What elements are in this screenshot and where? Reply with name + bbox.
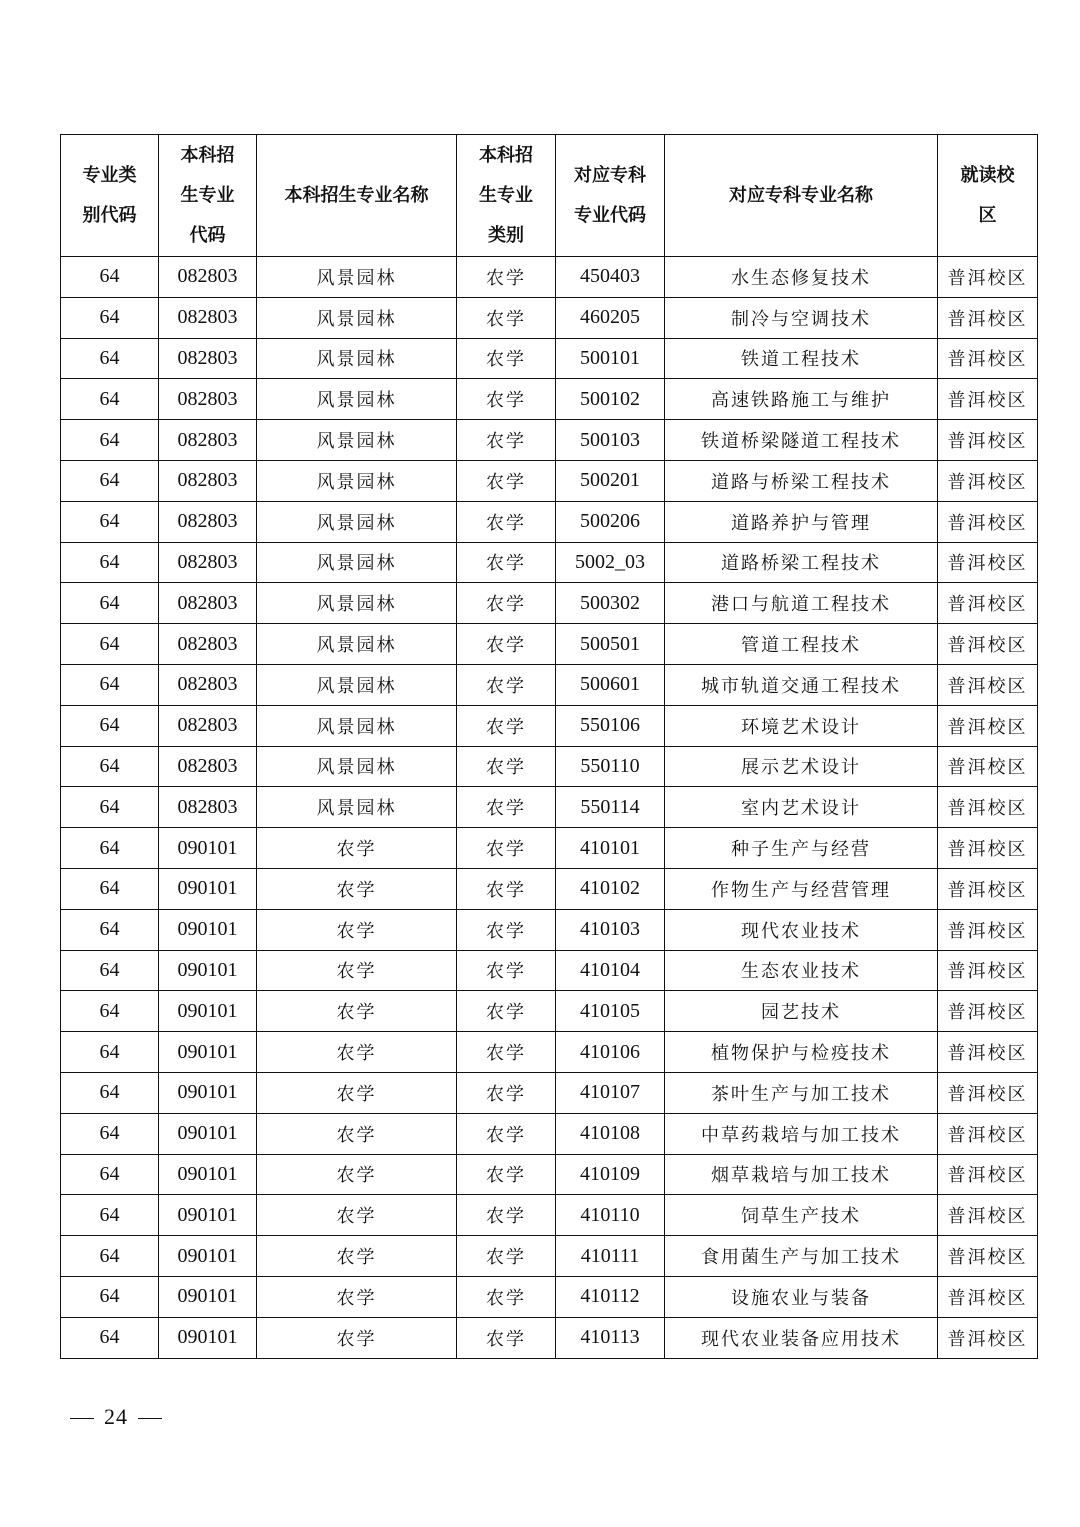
- cell-undergrad-code: 090101: [159, 828, 257, 869]
- cell-undergrad-type: 农学: [457, 542, 556, 583]
- table-row: [61, 460, 1038, 501]
- table-row: [61, 1195, 1038, 1236]
- cell-undergrad-name: 农学: [257, 1236, 457, 1277]
- cell-undergrad-name: 风景园林: [257, 297, 457, 338]
- table-row: [61, 257, 1038, 298]
- cell-undergrad-code: 090101: [159, 991, 257, 1032]
- cell-undergrad-type: 农学: [457, 746, 556, 787]
- cell-junior-name: 现代农业技术: [665, 909, 938, 950]
- cell-undergrad-code: 082803: [159, 501, 257, 542]
- cell-junior-code: 500102: [556, 379, 665, 420]
- cell-junior-name: 中草药栽培与加工技术: [665, 1113, 938, 1154]
- cell-undergrad-code: 082803: [159, 746, 257, 787]
- cell-undergrad-name: 风景园林: [257, 664, 457, 705]
- table-row: [61, 991, 1038, 1032]
- cell-campus: 普洱校区: [938, 664, 1038, 705]
- page-number-dash-right: [138, 1418, 162, 1419]
- cell-category-code: 64: [61, 583, 159, 624]
- cell-undergrad-code: 082803: [159, 460, 257, 501]
- cell-undergrad-type: 农学: [457, 828, 556, 869]
- table-body: [61, 257, 1038, 1359]
- cell-junior-name: 城市轨道交通工程技术: [665, 664, 938, 705]
- table-row: [61, 583, 1038, 624]
- cell-undergrad-code: 082803: [159, 542, 257, 583]
- cell-junior-code: 410110: [556, 1195, 665, 1236]
- cell-campus: 普洱校区: [938, 1154, 1038, 1195]
- cell-undergrad-name: 风景园林: [257, 583, 457, 624]
- table-row: [61, 1276, 1038, 1317]
- cell-campus: 普洱校区: [938, 338, 1038, 379]
- cell-campus: 普洱校区: [938, 1317, 1038, 1358]
- cell-undergrad-type: 农学: [457, 664, 556, 705]
- cell-junior-name: 茶叶生产与加工技术: [665, 1072, 938, 1113]
- cell-junior-code: 410107: [556, 1072, 665, 1113]
- majors-table-container: [60, 134, 1037, 1359]
- cell-undergrad-name: 风景园林: [257, 460, 457, 501]
- cell-undergrad-name: 风景园林: [257, 787, 457, 828]
- cell-junior-code: 550106: [556, 705, 665, 746]
- cell-junior-name: 植物保护与检疫技术: [665, 1032, 938, 1073]
- cell-junior-name: 水生态修复技术: [665, 257, 938, 298]
- cell-undergrad-type: 农学: [457, 1276, 556, 1317]
- cell-junior-code: 550110: [556, 746, 665, 787]
- cell-undergrad-type: 农学: [457, 460, 556, 501]
- cell-campus: 普洱校区: [938, 1113, 1038, 1154]
- cell-category-code: 64: [61, 1072, 159, 1113]
- cell-undergrad-name: 农学: [257, 828, 457, 869]
- cell-undergrad-type: 农学: [457, 868, 556, 909]
- header-undergrad-name: 本科招生专业名称: [257, 135, 457, 257]
- cell-junior-code: 500501: [556, 624, 665, 665]
- cell-category-code: 64: [61, 297, 159, 338]
- cell-undergrad-type: 农学: [457, 420, 556, 461]
- cell-junior-name: 铁道工程技术: [665, 338, 938, 379]
- cell-campus: 普洱校区: [938, 1276, 1038, 1317]
- table-row: [61, 787, 1038, 828]
- cell-category-code: 64: [61, 379, 159, 420]
- cell-campus: 普洱校区: [938, 420, 1038, 461]
- cell-category-code: 64: [61, 1317, 159, 1358]
- table-row: [61, 1032, 1038, 1073]
- cell-undergrad-name: 农学: [257, 868, 457, 909]
- cell-undergrad-code: 082803: [159, 705, 257, 746]
- cell-campus: 普洱校区: [938, 705, 1038, 746]
- cell-undergrad-code: 090101: [159, 1236, 257, 1277]
- cell-undergrad-code: 090101: [159, 1195, 257, 1236]
- cell-undergrad-type: 农学: [457, 991, 556, 1032]
- cell-junior-code: 410108: [556, 1113, 665, 1154]
- cell-category-code: 64: [61, 338, 159, 379]
- cell-undergrad-code: 090101: [159, 1276, 257, 1317]
- cell-undergrad-code: 082803: [159, 338, 257, 379]
- header-junior-name: 对应专科专业名称: [665, 135, 938, 257]
- cell-undergrad-code: 090101: [159, 868, 257, 909]
- cell-junior-name: 道路桥梁工程技术: [665, 542, 938, 583]
- cell-junior-name: 道路与桥梁工程技术: [665, 460, 938, 501]
- cell-campus: 普洱校区: [938, 1236, 1038, 1277]
- table-row: [61, 542, 1038, 583]
- cell-category-code: 64: [61, 950, 159, 991]
- cell-category-code: 64: [61, 624, 159, 665]
- cell-junior-code: 450403: [556, 257, 665, 298]
- cell-campus: 普洱校区: [938, 1072, 1038, 1113]
- header-campus: 就读校 区: [938, 135, 1038, 257]
- cell-category-code: 64: [61, 664, 159, 705]
- table-row: [61, 420, 1038, 461]
- cell-junior-name: 现代农业装备应用技术: [665, 1317, 938, 1358]
- majors-table: [60, 134, 1038, 1359]
- cell-category-code: 64: [61, 257, 159, 298]
- page-number-dash-left: [70, 1418, 94, 1419]
- header-undergrad-code: 本科招 生专业 代码: [159, 135, 257, 257]
- table-row: [61, 705, 1038, 746]
- cell-junior-code: 5002_03: [556, 542, 665, 583]
- cell-undergrad-code: 082803: [159, 257, 257, 298]
- cell-undergrad-name: 风景园林: [257, 746, 457, 787]
- cell-undergrad-type: 农学: [457, 379, 556, 420]
- cell-junior-code: 410113: [556, 1317, 665, 1358]
- cell-undergrad-name: 风景园林: [257, 379, 457, 420]
- cell-undergrad-name: 农学: [257, 1276, 457, 1317]
- cell-junior-name: 食用菌生产与加工技术: [665, 1236, 938, 1277]
- cell-junior-code: 500206: [556, 501, 665, 542]
- cell-junior-name: 烟草栽培与加工技术: [665, 1154, 938, 1195]
- cell-undergrad-name: 农学: [257, 991, 457, 1032]
- cell-campus: 普洱校区: [938, 1032, 1038, 1073]
- cell-category-code: 64: [61, 868, 159, 909]
- cell-junior-name: 铁道桥梁隧道工程技术: [665, 420, 938, 461]
- table-row: [61, 950, 1038, 991]
- cell-junior-name: 生态农业技术: [665, 950, 938, 991]
- cell-junior-code: 410103: [556, 909, 665, 950]
- cell-campus: 普洱校区: [938, 501, 1038, 542]
- cell-junior-name: 室内艺术设计: [665, 787, 938, 828]
- cell-undergrad-name: 农学: [257, 1154, 457, 1195]
- cell-campus: 普洱校区: [938, 1195, 1038, 1236]
- cell-junior-code: 500201: [556, 460, 665, 501]
- cell-undergrad-code: 082803: [159, 420, 257, 461]
- header-junior-code: 对应专科 专业代码: [556, 135, 665, 257]
- cell-undergrad-type: 农学: [457, 1072, 556, 1113]
- cell-junior-name: 环境艺术设计: [665, 705, 938, 746]
- table-row: [61, 1236, 1038, 1277]
- cell-junior-name: 作物生产与经营管理: [665, 868, 938, 909]
- cell-undergrad-code: 090101: [159, 1317, 257, 1358]
- cell-undergrad-code: 090101: [159, 1113, 257, 1154]
- cell-category-code: 64: [61, 460, 159, 501]
- table-row: [61, 746, 1038, 787]
- cell-undergrad-type: 农学: [457, 1195, 556, 1236]
- cell-undergrad-code: 082803: [159, 624, 257, 665]
- cell-category-code: 64: [61, 705, 159, 746]
- cell-undergrad-type: 农学: [457, 1236, 556, 1277]
- cell-campus: 普洱校区: [938, 909, 1038, 950]
- cell-junior-code: 500101: [556, 338, 665, 379]
- cell-undergrad-type: 农学: [457, 950, 556, 991]
- cell-campus: 普洱校区: [938, 624, 1038, 665]
- page-number: [60, 1404, 172, 1430]
- cell-undergrad-type: 农学: [457, 787, 556, 828]
- cell-campus: 普洱校区: [938, 828, 1038, 869]
- cell-undergrad-type: 农学: [457, 501, 556, 542]
- cell-undergrad-name: 风景园林: [257, 420, 457, 461]
- cell-junior-code: 500103: [556, 420, 665, 461]
- cell-junior-name: 种子生产与经营: [665, 828, 938, 869]
- cell-undergrad-name: 农学: [257, 1032, 457, 1073]
- table-row: [61, 1072, 1038, 1113]
- cell-campus: 普洱校区: [938, 868, 1038, 909]
- table-row: [61, 828, 1038, 869]
- table-row: [61, 909, 1038, 950]
- cell-category-code: 64: [61, 1236, 159, 1277]
- cell-junior-code: 410109: [556, 1154, 665, 1195]
- cell-undergrad-name: 风景园林: [257, 338, 457, 379]
- cell-undergrad-name: 农学: [257, 950, 457, 991]
- cell-undergrad-code: 090101: [159, 1072, 257, 1113]
- cell-undergrad-code: 082803: [159, 297, 257, 338]
- cell-junior-name: 道路养护与管理: [665, 501, 938, 542]
- cell-junior-name: 港口与航道工程技术: [665, 583, 938, 624]
- header-undergrad-type: 本科招 生专业 类别: [457, 135, 556, 257]
- cell-category-code: 64: [61, 501, 159, 542]
- table-row: [61, 1317, 1038, 1358]
- cell-category-code: 64: [61, 746, 159, 787]
- cell-undergrad-name: 风景园林: [257, 624, 457, 665]
- cell-undergrad-name: 风景园林: [257, 501, 457, 542]
- cell-campus: 普洱校区: [938, 257, 1038, 298]
- cell-category-code: 64: [61, 787, 159, 828]
- cell-category-code: 64: [61, 828, 159, 869]
- cell-campus: 普洱校区: [938, 787, 1038, 828]
- cell-undergrad-code: 082803: [159, 787, 257, 828]
- cell-undergrad-name: 农学: [257, 1113, 457, 1154]
- cell-junior-code: 410101: [556, 828, 665, 869]
- cell-junior-code: 550114: [556, 787, 665, 828]
- cell-undergrad-type: 农学: [457, 1113, 556, 1154]
- cell-undergrad-name: 农学: [257, 1317, 457, 1358]
- cell-junior-code: 500302: [556, 583, 665, 624]
- cell-undergrad-name: 风景园林: [257, 257, 457, 298]
- cell-undergrad-type: 农学: [457, 583, 556, 624]
- cell-junior-code: 410111: [556, 1236, 665, 1277]
- cell-junior-name: 制冷与空调技术: [665, 297, 938, 338]
- cell-undergrad-type: 农学: [457, 338, 556, 379]
- cell-campus: 普洱校区: [938, 583, 1038, 624]
- table-row: [61, 338, 1038, 379]
- cell-undergrad-code: 090101: [159, 950, 257, 991]
- table-row: [61, 379, 1038, 420]
- cell-campus: 普洱校区: [938, 297, 1038, 338]
- table-row: [61, 297, 1038, 338]
- cell-undergrad-code: 090101: [159, 1032, 257, 1073]
- table-row: [61, 624, 1038, 665]
- cell-undergrad-type: 农学: [457, 1317, 556, 1358]
- cell-undergrad-type: 农学: [457, 909, 556, 950]
- table-row: [61, 1113, 1038, 1154]
- cell-undergrad-type: 农学: [457, 624, 556, 665]
- cell-undergrad-type: 农学: [457, 297, 556, 338]
- cell-junior-code: 410112: [556, 1276, 665, 1317]
- table-row: [61, 501, 1038, 542]
- cell-campus: 普洱校区: [938, 379, 1038, 420]
- cell-category-code: 64: [61, 420, 159, 461]
- cell-campus: 普洱校区: [938, 950, 1038, 991]
- cell-category-code: 64: [61, 909, 159, 950]
- cell-category-code: 64: [61, 542, 159, 583]
- cell-undergrad-name: 农学: [257, 1195, 457, 1236]
- cell-undergrad-code: 082803: [159, 664, 257, 705]
- cell-undergrad-name: 农学: [257, 1072, 457, 1113]
- cell-campus: 普洱校区: [938, 542, 1038, 583]
- page-number-value: 24: [104, 1404, 128, 1429]
- cell-junior-code: 410106: [556, 1032, 665, 1073]
- cell-undergrad-code: 090101: [159, 909, 257, 950]
- header-category-code: 专业类 别代码: [61, 135, 159, 257]
- cell-undergrad-type: 农学: [457, 705, 556, 746]
- cell-junior-name: 展示艺术设计: [665, 746, 938, 787]
- cell-category-code: 64: [61, 991, 159, 1032]
- cell-category-code: 64: [61, 1113, 159, 1154]
- cell-undergrad-name: 风景园林: [257, 705, 457, 746]
- cell-junior-name: 园艺技术: [665, 991, 938, 1032]
- table-row: [61, 1154, 1038, 1195]
- cell-junior-code: 500601: [556, 664, 665, 705]
- cell-undergrad-code: 082803: [159, 379, 257, 420]
- cell-category-code: 64: [61, 1032, 159, 1073]
- table-row: [61, 868, 1038, 909]
- cell-undergrad-name: 风景园林: [257, 542, 457, 583]
- cell-undergrad-code: 082803: [159, 583, 257, 624]
- cell-junior-name: 高速铁路施工与维护: [665, 379, 938, 420]
- cell-undergrad-type: 农学: [457, 1154, 556, 1195]
- cell-category-code: 64: [61, 1154, 159, 1195]
- cell-junior-name: 设施农业与装备: [665, 1276, 938, 1317]
- cell-campus: 普洱校区: [938, 460, 1038, 501]
- cell-campus: 普洱校区: [938, 991, 1038, 1032]
- table-row: [61, 664, 1038, 705]
- cell-junior-code: 410104: [556, 950, 665, 991]
- cell-undergrad-code: 090101: [159, 1154, 257, 1195]
- cell-undergrad-name: 农学: [257, 909, 457, 950]
- table-header-row: [61, 135, 1038, 257]
- cell-junior-name: 饲草生产技术: [665, 1195, 938, 1236]
- cell-junior-code: 410102: [556, 868, 665, 909]
- cell-junior-code: 410105: [556, 991, 665, 1032]
- cell-campus: 普洱校区: [938, 746, 1038, 787]
- cell-junior-code: 460205: [556, 297, 665, 338]
- cell-undergrad-type: 农学: [457, 257, 556, 298]
- cell-undergrad-type: 农学: [457, 1032, 556, 1073]
- cell-category-code: 64: [61, 1276, 159, 1317]
- cell-junior-name: 管道工程技术: [665, 624, 938, 665]
- cell-category-code: 64: [61, 1195, 159, 1236]
